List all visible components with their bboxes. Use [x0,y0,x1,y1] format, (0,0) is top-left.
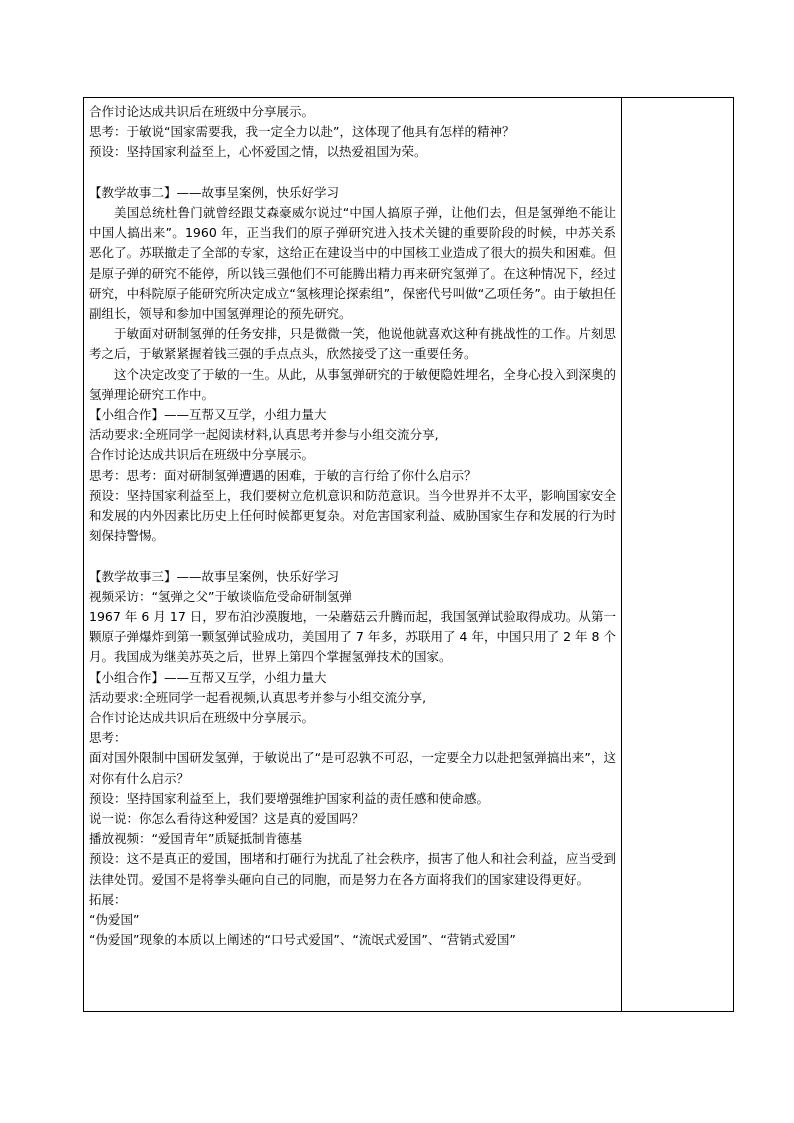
activity-requirement: 活动要求:全班同学一起看视频,认真思考并参与小组交流分享, [89,689,427,705]
text-line: 合作讨论达成共识后在班级中分享展示。 [89,447,315,463]
preset-answer: 预设：这不是真正的爱国，围堵和打砸行为扰乱了社会秩序，损害了他人和社会利益，应当受到法律处罚。爱国不是将拳头砸向自己的同胞，而是努力在各方面将我们的国家建设得更好。 [89,851,616,887]
section-heading-story-three: 【教学故事三】——故事呈案例，快乐好学习 [89,568,340,584]
activity-requirement: 活动要求:全班同学一起阅读材料,认真思考并参与小组交流分享, [89,427,439,443]
blank-line [89,546,616,566]
story-paragraph: 这个决定改变了于敏的一生。从此，从事氢弹研究的于敏便隐姓埋名，全身心投入到深奥的氢弹理论研究工作中。 [89,366,616,402]
story-paragraph: 美国总统杜鲁门就曾经跟艾森豪威尔说过“中国人搞原子弹，让他们去，但是氢弹绝不能让中国人搞出来”。1960 年，正当我们的原子弹研究进入技术关键的重要阶段的时候，中苏关系恶化了。苏联撤走了全部的专家，这给正在建设当中的中国核工业造成了很大的损失和困难。但是原子弹的研究不能停，所以钱三强他们不可能腾出精力再来研究氢弹了。在这种情况下，经过研究，中科院原子能研究所决定成立“氢核理论探索组”，保密代号叫做“乙项任务”。由于敏担任副组长，领导和参加中国氢弹理论的预先研究。 [89,205,616,322]
extension-term: “伪爱国” [89,912,140,928]
preset-answer: 预设：坚持国家利益至上，我们要增强维护国家利益的责任感和使命感。 [89,790,490,806]
story-paragraph: 1967 年 6 月 17 日，罗布泊沙漠腹地，一朵蘑菇云升腾而起，我国氢弹试验取得成功。从第一颗原子弹爆炸到第一颗氢弹试验成功，美国用了 7 年多，苏联用了 4 年，中国只用了 2 年 8 个月。我国成为继美苏英之后，世界上第四个掌握氢弹技术的国家。 [89,609,616,665]
thinking-question: 面对国外限制中国研发氢弹，于敏说出了“是可忍孰不可忍，一定要全力以赴把氢弹搞出来”，这对你有什么启示？ [89,750,616,786]
preset-answer: 预设：坚持国家利益至上，心怀爱国之情，以热爱祖国为荣。 [89,144,427,160]
video-play: 播放视频：“爱国青年”质疑抵制肯德基 [89,831,302,847]
video-interview: 视频采访：“氢弹之父”于敏谈临危受命研制氢弹 [89,588,352,604]
thinking-question: 思考：于敏说“国家需要我，我一定全力以赴”，这体现了他具有怎样的精神？ [89,124,515,140]
lesson-plan-side-cell [621,97,734,1012]
thinking-label: 思考： [89,730,127,746]
story-paragraph: 于敏面对研制氢弹的任务安排，只是微微一笑，他说他就喜欢这种有挑战性的工作。片刻思考之后，于敏紧紧握着钱三强的手点点头，欣然接受了这一重要任务。 [89,326,616,362]
lesson-content [84,98,621,951]
blank-line [89,163,616,183]
text-line: 合作讨论达成共识后在班级中分享展示。 [89,710,315,726]
thinking-question: 思考：思考：面对研制氢弹遭遇的困难，于敏的言行给了你什么启示？ [89,467,477,483]
lesson-plan-main-cell [83,97,622,1012]
discussion-prompt: 说一说：你怎么看待这种爱国？这是真的爱国吗？ [89,811,365,827]
section-heading-group-work: 【小组合作】——互帮又互学，小组力量大 [89,669,327,685]
preset-answer: 预设：坚持国家利益至上，我们要树立危机意识和防范意识。当今世界并不太平，影响国家安全和发展的内外因素比历史上任何时候都更复杂。对危害国家利益、威胁国家生存和发展的行为时刻保持警惕。 [89,487,616,544]
extension-label: 拓展： [89,891,127,907]
section-heading-story-two: 【教学故事二】——故事呈案例，快乐好学习 [89,184,340,200]
extension-text: “伪爱国”现象的本质以上阐述的“口号式爱国”、“流氓式爱国”、“营销式爱国” [89,932,516,948]
section-heading-group-work: 【小组合作】——互帮又互学，小组力量大 [89,407,327,423]
text-line: 合作讨论达成共识后在班级中分享展示。 [89,104,315,119]
